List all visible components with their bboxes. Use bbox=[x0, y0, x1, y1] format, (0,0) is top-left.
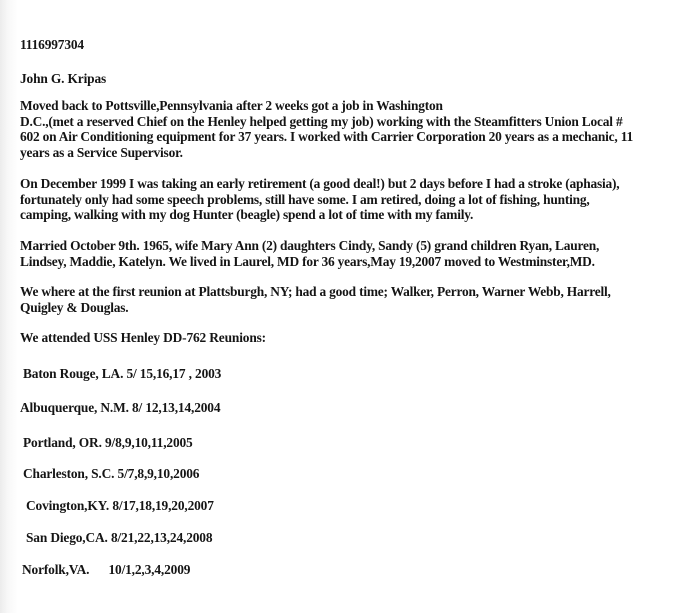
paragraph-line: 602 on Air Conditioning equipment for 37 years. I worked with Carrier Corporation 20 years as a mechanic, 11 bbox=[20, 129, 633, 144]
paragraph-line: D.C.,(met a reserved Chief on the Henley helped getting my job) working with the Steamfitters Union Local # bbox=[20, 113, 623, 129]
paragraph-line: Quigley & Douglas. bbox=[20, 299, 129, 315]
reunion-item: Charleston, S.C. 5/7,8,9,10,2006 bbox=[23, 466, 200, 481]
paragraph-line: We where at the first reunion at Plattsburgh, NY; had a good time; Walker, Perron, Warner Webb, Harrell, bbox=[20, 284, 611, 299]
paragraph-retirement bbox=[20, 176, 700, 223]
paragraph-line: camping, walking with my dog Hunter (beagle) spend a lot of time with my family. bbox=[20, 207, 474, 222]
id-number: 1116997304 bbox=[20, 37, 84, 52]
paragraph-career bbox=[20, 98, 700, 160]
paragraph-line: On December 1999 I was taking an early retirement (a good deal!) but 2 days before I had a stroke (aphasia), bbox=[20, 176, 620, 191]
author-name: John G. Kripas bbox=[20, 71, 107, 86]
reunion-item: San Diego,CA. 8/21,22,13,24,2008 bbox=[26, 530, 213, 545]
paragraph-first-reunion bbox=[20, 284, 700, 315]
reunions-heading: We attended USS Henley DD-762 Reunions: bbox=[20, 330, 266, 345]
reunion-item: Albuquerque, N.M. 8/ 12,13,14,2004 bbox=[20, 400, 221, 415]
paragraph-line: fortunately only had some speech problems, still have some. I am retired, doing a lot of fishing, hunting, bbox=[20, 191, 590, 207]
paragraph-line: Moved back to Pottsville,Pennsylvania after 2 weeks got a job in Washington bbox=[20, 98, 443, 113]
reunion-item: Portland, OR. 9/8,9,10,11,2005 bbox=[23, 435, 193, 450]
reunion-item: Covington,KY. 8/17,18,19,20,2007 bbox=[26, 498, 214, 513]
paragraph-line: Lindsey, Maddie, Katelyn. We lived in Laurel, MD for 36 years,May 19,2007 moved to Westminster,MD. bbox=[20, 253, 595, 269]
reunion-item: Baton Rouge, LA. 5/ 15,16,17 , 2003 bbox=[23, 366, 222, 381]
paragraph-family bbox=[20, 238, 700, 269]
reunion-item: Norfolk,VA. 10/1,2,3,4,2009 bbox=[22, 562, 191, 577]
paragraph-line: years as a Service Supervisor. bbox=[20, 144, 183, 160]
paragraph-line: Married October 9th. 1965, wife Mary Ann (2) daughters Cindy, Sandy (5) grand children Ryan, Lauren, bbox=[20, 238, 600, 253]
